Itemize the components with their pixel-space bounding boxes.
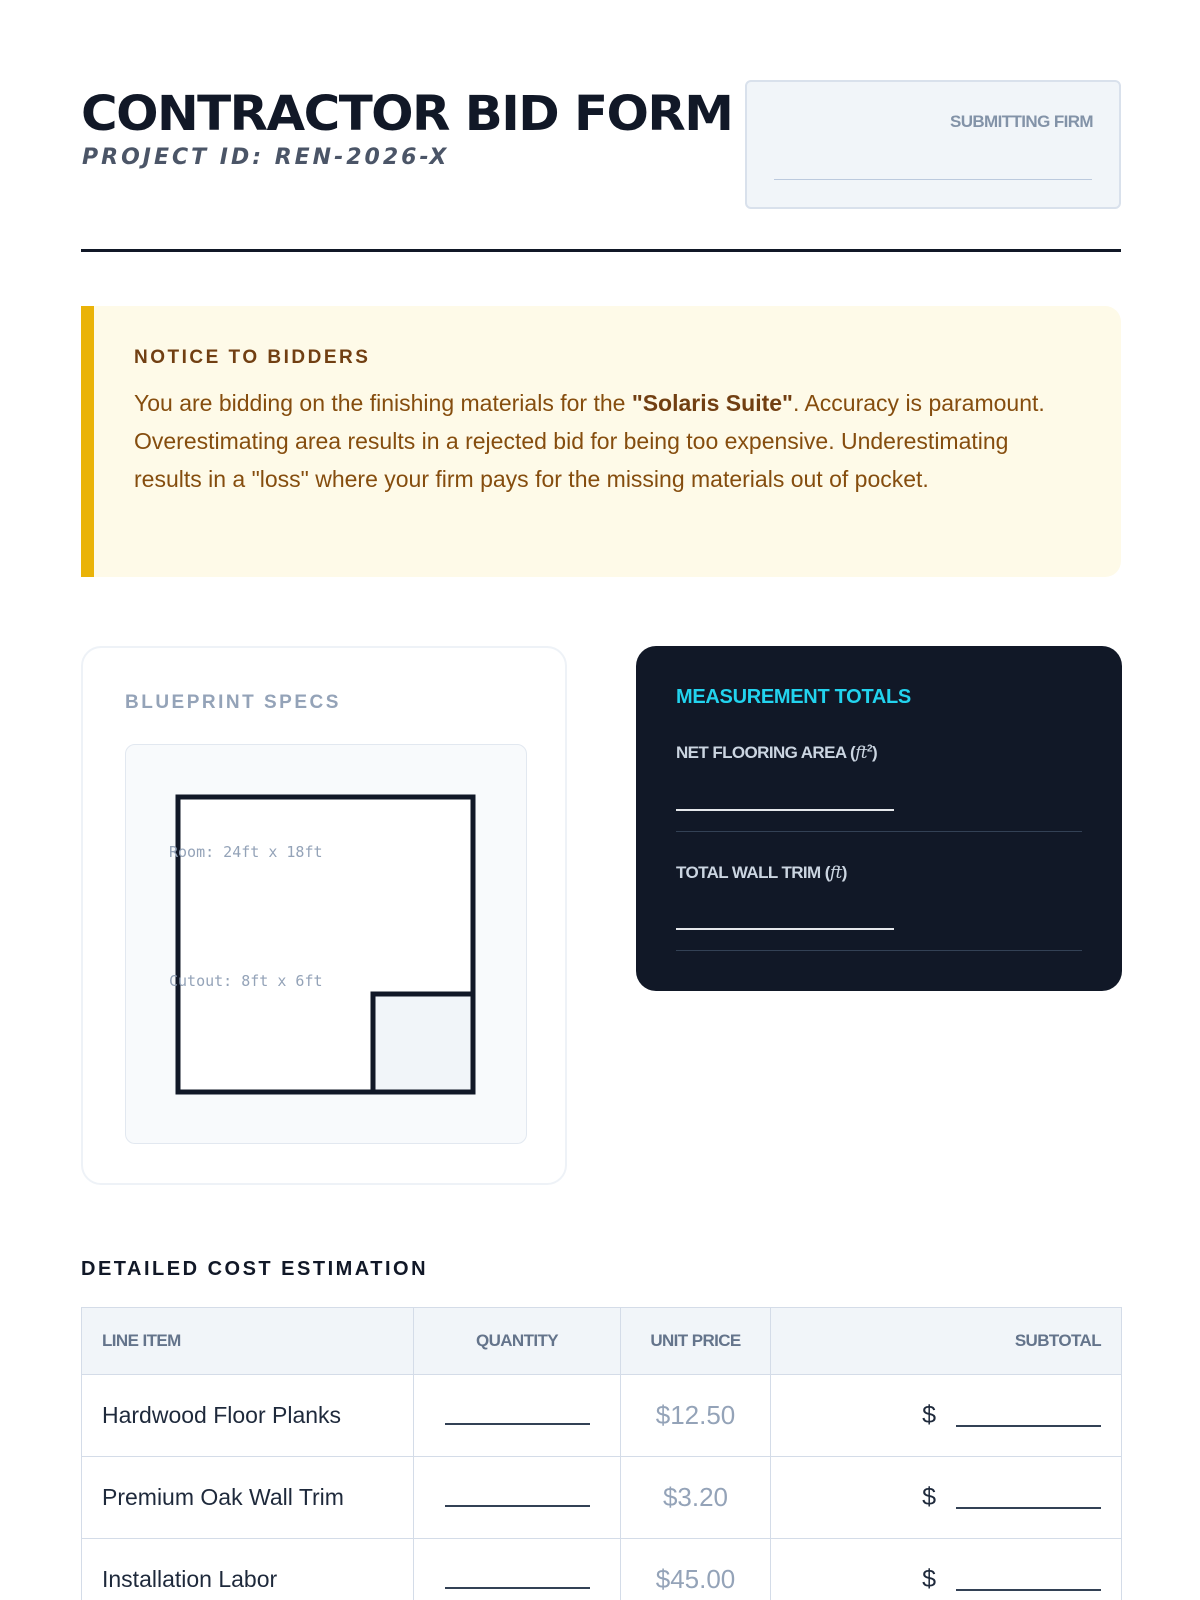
total-wall-trim-label	[676, 863, 847, 883]
currency-symbol: $	[922, 1564, 936, 1593]
subtotal-field[interactable]	[956, 1589, 1101, 1591]
submitting-firm-label: SUBMITTING FIRM	[949, 112, 1093, 131]
blueprint-diagram	[126, 745, 528, 1145]
notice-text-before: You are bidding on the finishing materials for the	[134, 390, 632, 416]
currency-symbol: $	[922, 1400, 936, 1429]
room-dimension-label: Room: 24ft x 18ft	[169, 843, 323, 861]
form-header	[81, 80, 1121, 252]
net-flooring-area-text: NET FLOORING AREA (	[676, 743, 856, 762]
column-header-subtotal: SUBTOTAL	[771, 1308, 1122, 1375]
flooring-unit-exponent: 2	[867, 743, 872, 755]
notice-text-after: . Accuracy is paramount. Overestimating area results in a rejected bid for being too expensive. Underestimating results in a "loss" where your firm pays for the missing materials out of pocket.	[134, 390, 1045, 492]
total-wall-trim-text: TOTAL WALL TRIM (	[676, 863, 830, 882]
total-wall-trim-divider	[676, 950, 1082, 951]
blueprint-diagram-panel	[125, 744, 527, 1144]
quantity-cell	[414, 1539, 621, 1600]
blueprint-title: BLUEPRINT SPECS	[125, 692, 341, 713]
quantity-cell	[414, 1375, 621, 1457]
column-header-line-item: LINE ITEM	[82, 1308, 414, 1375]
subtotal-field[interactable]	[956, 1425, 1101, 1427]
trim-unit: ft	[829, 863, 842, 883]
subtotal-field[interactable]	[956, 1507, 1101, 1509]
trim-close-paren: )	[841, 863, 847, 882]
unit-price: $12.50	[621, 1375, 771, 1457]
line-item-name: Installation Labor	[82, 1539, 414, 1600]
notice-text-bold: "Solaris Suite"	[631, 390, 793, 416]
table-header-row	[82, 1308, 1122, 1375]
subtotal-cell	[771, 1375, 1122, 1457]
column-header-quantity: QUANTITY	[414, 1308, 621, 1375]
net-flooring-area-field[interactable]	[676, 809, 894, 811]
subtotal-cell	[771, 1457, 1122, 1539]
table-row	[82, 1457, 1122, 1539]
unit-price: $45.00	[621, 1539, 771, 1600]
cost-estimation-table	[81, 1307, 1122, 1600]
table-row	[82, 1539, 1122, 1600]
quantity-field[interactable]	[445, 1587, 590, 1589]
quantity-field[interactable]	[445, 1423, 590, 1425]
quantity-cell	[414, 1457, 621, 1539]
net-flooring-area-divider	[676, 831, 1082, 832]
submitting-firm-box	[745, 80, 1121, 209]
cutout-dimension-label: Cutout: 8ft x 6ft	[169, 972, 323, 990]
cutout-outline	[373, 994, 473, 1092]
flooring-unit: ft	[855, 743, 867, 763]
page-title: CONTRACTOR BID FORM	[81, 86, 733, 142]
measurement-totals-title: MEASUREMENT TOTALS	[676, 686, 911, 708]
notice-text	[134, 384, 1079, 498]
project-id: PROJECT ID: REN-2026-X	[82, 145, 450, 170]
header-divider	[81, 249, 1121, 252]
total-wall-trim-field[interactable]	[676, 928, 894, 930]
notice-title: NOTICE TO BIDDERS	[134, 347, 371, 368]
net-flooring-area-label	[676, 743, 877, 763]
flooring-close-paren: )	[871, 743, 878, 762]
quantity-field[interactable]	[445, 1505, 590, 1507]
subtotal-cell	[771, 1539, 1122, 1600]
cost-estimation-title: DETAILED COST ESTIMATION	[81, 1258, 429, 1280]
measurement-totals-card	[636, 646, 1122, 991]
line-item-name: Premium Oak Wall Trim	[82, 1457, 414, 1539]
unit-price: $3.20	[621, 1457, 771, 1539]
notice-callout	[81, 306, 1121, 577]
currency-symbol: $	[922, 1482, 936, 1511]
blueprint-card	[81, 646, 567, 1185]
column-header-unit-price: UNIT PRICE	[621, 1308, 771, 1375]
line-item-name: Hardwood Floor Planks	[82, 1375, 414, 1457]
submitting-firm-field[interactable]	[774, 179, 1092, 180]
table-row	[82, 1375, 1122, 1457]
